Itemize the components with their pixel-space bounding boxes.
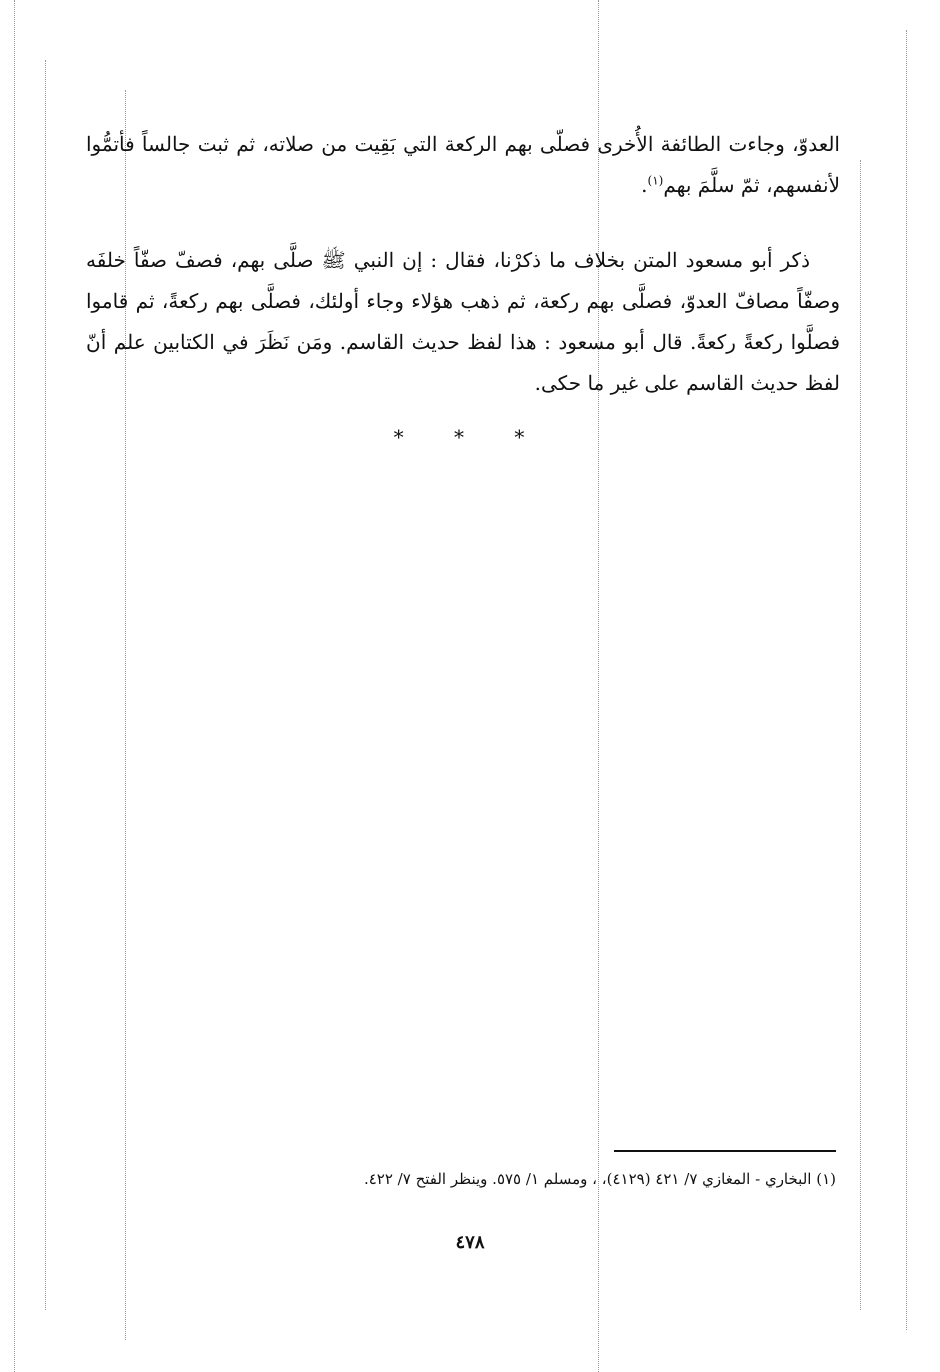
paragraph-2-text: ذكر أبو مسعود المتن بخلاف ما ذكرْنا، فقال : إن النبي ﷺ صلَّى بهم، فصفّ صفّاً خلفَه وصفّاً مصافّ العدوّ، فصلَّى بهم ركعة، ثم ذهب هؤلاء وجاء أولئك، فصلَّى بهم ركعةً، ثم قاموا فصلَّوا ركعةً ركعةً. قال أبو مسعود : هذا لفظ حديث القاسم. ومَن نَظَرَ في الكتابين علم أنّ لفظ حديث القاسم على غير ما حكى. bbox=[86, 248, 840, 395]
body-paragraph-2 bbox=[86, 240, 840, 404]
paragraph-1-end: . bbox=[641, 173, 648, 197]
section-separator: * * * bbox=[393, 425, 547, 449]
scan-artifact-line bbox=[906, 30, 907, 1330]
scan-artifact-line bbox=[860, 160, 861, 1310]
footnote: (١) البخاري - المغازي ٧/ ٤٢١ (٤١٢٩)، ، ومسلم ١/ ٥٧٥. وينظر الفتح ٧/ ٤٢٢. bbox=[363, 1170, 836, 1188]
paragraph-1-text: العدوّ، وجاءت الطائفة الأُخرى فصلّى بهم الركعة التي بَقِيت من صلاته، ثم ثبت جالساً فأتمُّوا لأنفسهم، ثمّ سلَّمَ بهم bbox=[86, 132, 840, 197]
page-number: ٤٧٨ bbox=[455, 1232, 485, 1253]
scan-artifact-line bbox=[45, 60, 46, 1310]
body-paragraph-1 bbox=[86, 124, 840, 206]
footnote-divider bbox=[614, 1150, 836, 1152]
footnote-reference[interactable]: (١) bbox=[647, 173, 664, 188]
scan-artifact-line bbox=[14, 0, 15, 1372]
